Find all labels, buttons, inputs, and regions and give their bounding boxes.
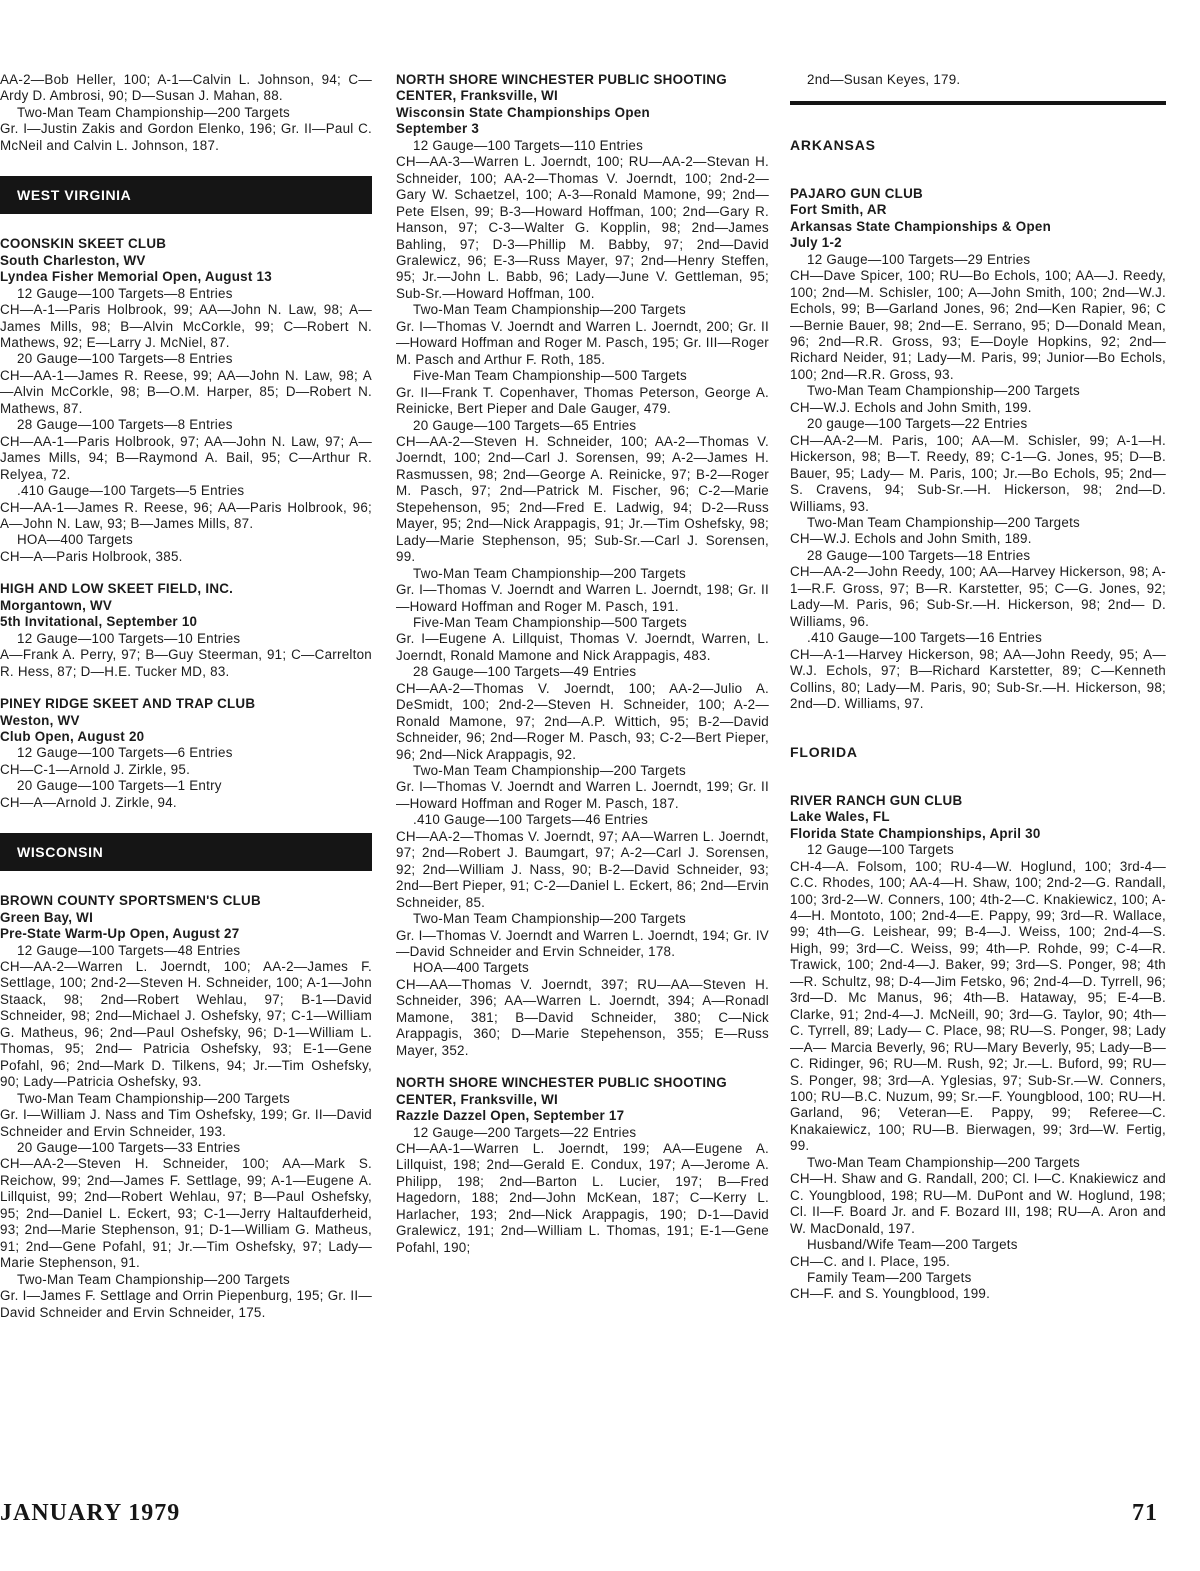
results-text: CH—A—Arnold J. Zirkle, 94. <box>0 794 177 810</box>
results-text: Gr. I—Thomas V. Joerndt and Warren L. Joerndt, 194; Gr. IV—David Schneider and Ervin Schneider, 178. <box>396 927 769 960</box>
event-heading: 12 Gauge—200 Targets—22 Entries <box>413 1124 637 1140</box>
event-heading: 12 Gauge—100 Targets <box>807 842 954 858</box>
results-text: CH—AA-1—James R. Reese, 99; AA—John N. Law, 98; A—Alvin McCorkle, 98; B—O.M. Harper, 85; D—Robert N. Mathews, 87. <box>0 367 372 416</box>
results-text: CH—W.J. Echols and John Smith, 199. <box>790 399 1032 415</box>
event-heading: Two-Man Team Championship—200 Targets <box>413 911 686 927</box>
results-text: CH—A-1—Paris Holbrook, 99; AA—John N. Law, 98; A—James Mills, 98; B—Alvin McCorkle, 99; C—Robert N. Mathews, 92; E—Larry J. McNiel, 87. <box>0 302 372 350</box>
event-heading: Five-Man Team Championship—500 Targets <box>413 368 687 384</box>
results-text: CH—AA-2—Steven H. Schneider, 100; AA—Mark S. Reichow, 99; 2nd—James F. Settlage, 99; A-1—Eugene A. Lillquist, 99; 2nd—Robert Wehlau, 97; B—Paul Oshefsky, 95; 2nd—Daniel L. Eckert, 93; C-1—Jerry Haltaufderheid, 93; 2nd—Marie Stephenson, 91; D-1—William G. Matheus, 91; 2nd—Gene Pofahl, 91; Jr.—Tim Oshefsky, 97; Lady—Marie Stephenson, 91. <box>0 1156 372 1271</box>
event-heading: 20 Gauge—100 Targets—1 Entry <box>17 778 222 794</box>
results-text: CH—A—Paris Holbrook, 385. <box>0 548 183 564</box>
state-banner-wisconsin: WISCONSIN <box>0 833 372 871</box>
column-1 <box>0 72 372 1321</box>
results-text: CH—AA-3—Warren L. Joerndt, 100; RU—AA-2—Stevan H. Schneider, 100; AA-2—Thomas V. Joerndt, 100; 2nd-2—Gary W. Schaetzel, 100; A-3—Ronald Mamone, 99; 2nd—Pete Elsen, 99; B-3—Howard Hoffman, 100; 2nd—Gary R. Hanson, 97; C-3—Walter G. Kopplin, 98; 2nd—James Bahling, 97; D-3—Phillip M. Babby, 97; 2nd—David Gralewicz, 96; E-3—Russ Mayer, 97; 2nd—Henry Steffen, 95; Jr.—John L. Babb, 96; Lady—June V. Gettleman, 95; Sub-Sr.—Howard Hoffman, 100. <box>396 154 769 301</box>
carryover-text: AA-2—Bob Heller, 100; A-1—Calvin L. Johnson, 94; C—Ardy D. Ambrosi, 90; D—Susan J. Mahan, 88. <box>0 72 372 104</box>
results-text: CH—AA-2—Steven H. Schneider, 100; AA-2—Thomas V. Joerndt, 100; 2nd—Carl J. Sorensen, 99; A-2—James H. Rasmussen, 98; 2nd—George A. Reinicke, 97; B-2—Roger M. Pasch, 97; 2nd—Patrick M. Fischer, 96; C-2—Marie Stepehenson, 95; 2nd—Fred E. Ladwig, 94; D-2—Russ Mayer, 95; 2nd—Nick Arappagis, 91; Jr.—Tim Oshefsky, 98; Lady—Marie Stephenson, 95; Sub-Sr.—Carl J. Sorensen, 99. <box>396 433 769 565</box>
event-heading: Two-Man Team Championship—200 Targets <box>413 302 686 318</box>
club-name: NORTH SHORE WINCHESTER PUBLIC SHOOTING CENTER, Franksville, WI <box>396 72 727 104</box>
state-banner-west-virginia: WEST VIRGINIA <box>0 176 372 214</box>
results-text: CH—AA-2—John Reedy, 100; AA—Harvey Hickerson, 98; A-1—R.F. Gross, 97; B—R. Karstetter, 95; C—G. Jones, 92; Lady—M. Paris, 96; Sub-Sr.—H. Hickerson, 98; 2nd— D. Williams, 96. <box>790 564 1166 629</box>
event-heading: 12 Gauge—100 Targets—110 Entries <box>413 137 644 153</box>
event-heading: 20 gauge—100 Targets—22 Entries <box>807 416 1028 432</box>
column-3 <box>790 72 1166 1303</box>
event-title: Wisconsin State Championships Open <box>396 104 650 120</box>
results-text: CH—F. and S. Youngblood, 199. <box>790 1286 991 1302</box>
event-title: Lyndea Fisher Memorial Open, August 13 <box>0 269 272 285</box>
event-title: 5th Invitational, September 10 <box>0 614 198 630</box>
results-text: CH—AA-2—Thomas V. Joerndt, 100; AA-2—Julio A. DeSmidt, 100; 2nd-2—Steven H. Schneider, 100; A-2—Ronald Mamone, 97; 2nd—A.P. Wittich, 95; B-2—David Schneider, 96; 2nd—Roger M. Pasch, 93; C-2—Bert Pieper, 96; 2nd—Nick Arappagis, 92. <box>396 680 769 762</box>
event-heading: HOA—400 Targets <box>17 532 133 548</box>
club-city: Morgantown, WV <box>0 597 113 613</box>
event-heading: Five-Man Team Championship—500 Targets <box>413 614 687 630</box>
club-city: Weston, WV <box>0 712 80 728</box>
results-text: CH—W.J. Echols and John Smith, 189. <box>790 531 1032 547</box>
event-heading: 28 Gauge—100 Targets—18 Entries <box>807 547 1031 563</box>
event-heading: .410 Gauge—100 Targets—16 Entries <box>807 630 1043 646</box>
event-heading: 12 Gauge—100 Targets—8 Entries <box>17 285 233 301</box>
event-heading: Family Team—200 Targets <box>807 1270 972 1285</box>
results-text: Gr. I—James F. Settlage and Orrin Piepenburg, 195; Gr. II—David Schneider and Ervin Schneider, 175. <box>0 1288 372 1320</box>
event-title: Florida State Championships, April 30 <box>790 825 1041 841</box>
club-name: PAJARO GUN CLUB <box>790 185 923 201</box>
results-text: Gr. I—Thomas V. Joerndt and Warren L. Joerndt, 199; Gr. II—Howard Hoffman and Roger M. Pasch, 187. <box>396 779 769 811</box>
issue-date: JANUARY 1979 <box>0 1500 181 1526</box>
results-text: Gr. II—Frank T. Copenhaver, Thomas Peterson, George A. Reinicke, Bert Pieper and Dale Gauger, 479. <box>396 384 769 417</box>
results-text: CH—AA—Thomas V. Joerndt, 397; RU—AA—Steven H. Schneider, 396; AA—Warren L. Joerndt, 394; A—Ronadl Mamone, 381; B—David Schneider, 380; C—Nick Arappagis, 360; D—Marie Stepehenson, 355; E—Russ Mayer, 352. <box>396 976 769 1058</box>
event-title: Club Open, August 20 <box>0 728 145 744</box>
event-heading: 12 Gauge—100 Targets—29 Entries <box>807 251 1031 267</box>
results-text: Gr. I—Justin Zakis and Gordon Elenko, 196; Gr. II—Paul C. McNeil and Calvin L. Johnson, 187. <box>0 121 372 153</box>
club-city: Lake Wales, FL <box>790 809 890 825</box>
results-text: A—Frank A. Perry, 97; B—Guy Steerman, 91; C—Carrelton R. Hess, 87; D—H.E. Tucker MD, 83. <box>0 647 372 679</box>
event-heading: Two-Man Team Championship—200 Targets <box>807 514 1080 530</box>
event-title: Arkansas State Championships & Open <box>790 218 1052 234</box>
state-heading-florida: FLORIDA <box>790 744 858 761</box>
club-name: BROWN COUNTY SPORTSMEN'S CLUB <box>0 893 261 909</box>
event-heading: Two-Man Team Championship—200 Targets <box>807 383 1080 399</box>
carryover-text: 2nd—Susan Keyes, 179. <box>807 72 961 87</box>
event-heading: Two-Man Team Championship—200 Targets <box>17 104 290 120</box>
event-heading: HOA—400 Targets <box>413 960 529 976</box>
event-heading: 12 Gauge—100 Targets—10 Entries <box>17 630 241 646</box>
results-text: CH—AA-1—Paris Holbrook, 97; AA—John N. Law, 97; A—James Mills, 94; B—Raymond A. Bail, 95; C—Arthur R. Relyea, 72. <box>0 433 372 482</box>
event-title: Razzle Dazzel Open, September 17 <box>396 1108 625 1124</box>
event-heading: Two-Man Team Championship—200 Targets <box>413 565 686 581</box>
results-text: CH—AA-1—James R. Reese, 96; AA—Paris Holbrook, 96; A—John N. Law, 93; B—James Mills, 87. <box>0 499 372 531</box>
event-heading: 20 Gauge—100 Targets—8 Entries <box>17 351 233 367</box>
state-heading-arkansas: ARKANSAS <box>790 137 876 154</box>
event-heading: Two-Man Team Championship—200 Targets <box>413 763 686 779</box>
club-name: HIGH AND LOW SKEET FIELD, INC. <box>0 581 234 597</box>
results-text: CH—AA-2—M. Paris, 100; AA—M. Schisler, 99; A-1—H. Hickerson, 98; B—T. Reedy, 89; C-1—G. Jones, 95; D—B. Bauer, 95; Lady— M. Paris, 100; Jr.—Bo Echols, 95; 2nd—S. Cravens, 94; Sub-Sr.—H. Hickerson, 98; 2nd—D. Williams, 93. <box>790 432 1166 514</box>
event-title: Pre-State Warm-Up Open, August 27 <box>0 926 240 942</box>
event-heading: 12 Gauge—100 Targets—48 Entries <box>17 942 241 958</box>
event-heading: Two-Man Team Championship—200 Targets <box>17 1090 290 1106</box>
results-text: CH—C. and I. Place, 195. <box>790 1253 951 1269</box>
results-text: Gr. I—Thomas V. Joerndt and Warren L. Joerndt, 198; Gr. II—Howard Hoffman and Roger M. Pasch, 191. <box>396 582 769 614</box>
results-text: CH—H. Shaw and G. Randall, 200; Cl. I—C. Knakiewicz and C. Youngblood, 198; RU—M. DuPont and W. Hoglund, 198; Cl. II—F. Board Jr. and F. Bozard III, 198; RU—A. Aron and W. MacDonald, 197. <box>790 1171 1166 1236</box>
club-name: COONSKIN SKEET CLUB <box>0 236 167 252</box>
event-heading: 20 Gauge—100 Targets—65 Entries <box>413 417 637 433</box>
results-text: CH—AA-1—Warren L. Joerndt, 199; AA—Eugene A. Lillquist, 198; 2nd—Gerald E. Condux, 197; A—Jerome A. Philipp, 198; 2nd—Barton L. Lucier, 197; B—Fred Hagedorn, 188; 2nd—John McKean, 187; C—Kerry L. Harlacher, 193; 2nd—Nick Arappagis, 190; D-1—David Gralewicz, 191; 2nd—William L. Thomas, 191; E-1—Gene Pofahl, 190; <box>396 1141 769 1255</box>
club-name: RIVER RANCH GUN CLUB <box>790 792 963 808</box>
results-text: CH-4—A. Folsom, 100; RU-4—W. Hoglund, 100; 3rd-4—C.C. Rhodes, 100; AA-4—H. Shaw, 100; 2nd-2—G. Randall, 100; 3rd-2—W. Conners, 100; 4th-2—C. Knakiewicz, 100; A-4—H. Montoto, 100; 2nd-4—E. Pappy, 99; 3rd—R. Wallace, 99; 4th—G. Leishear, 99; B-4—J. Weiss, 100; 2nd-4—S. High, 99; 3rd—C. Weiss, 99; 4th—P. Rohde, 99; C-4—R. Trawick, 100; 2nd-4—J. Baker, 99; 3rd—S. Ponger, 98; 4th—R. Schultz, 98; D-4—Jim Fetsko, 96; 2nd-4—D. Tyrrell, 96; 3rd—D. Mc Manus, 96; 4th—B. Hataway, 95; E-4—B. Clarke, 91; 2nd-4—J. McNeill, 90; 3rd—G. Taylor, 90; 4th—C. Tyrrell, 89; Lady— C. Place, 98; RU—S. Ponger, 98; Lady—A— Marcia Beverly, 96; RU—Mary Beverly, 95; Lady—B—C. Ridinger, 96; RU—M. Rush, 92; Jr.—L. Buford, 99; RU—S. Ponger, 98; 3rd—A. Yglesias, 97; Sub-Sr.—W. Conners, 100; RU—B.C. Nuzum, 99; Sr.—F. Youngblood, 100; RU—H. Garland, 96; Veteran—E. Pappy, 99; Referee—C. Knakaiewicz, 100; RU—B. Bierwagen, 99; 3rd—W. Fertig, 99. <box>790 858 1166 1154</box>
event-heading: 20 Gauge—100 Targets—33 Entries <box>17 1140 241 1156</box>
results-text: Gr. I—William J. Nass and Tim Oshefsky, 199; Gr. II—David Schneider and Ervin Schneider, 193. <box>0 1107 372 1139</box>
results-text: Gr. I—Eugene A. Lillquist, Thomas V. Joerndt, Warren, L. Joerndt, Ronald Mamone and Nick Arappagis, 483. <box>396 631 769 663</box>
results-text: CH—AA-2—Thomas V. Joerndt, 97; AA—Warren L. Joerndt, 97; 2nd—Robert J. Baumgart, 97; A-2—Carl J. Sorensen, 92; 2nd—William J. Nass, 90; B-2—David Schneider, 93; 2nd—Bert Pieper, 91; C-2—Daniel L. Eckert, 86; 2nd—Ervin Schneider, 85. <box>396 828 769 910</box>
event-date: September 3 <box>396 121 480 137</box>
event-date: July 1-2 <box>790 235 842 251</box>
results-text: CH—A-1—Harvey Hickerson, 98; AA—John Reedy, 95; A—W.J. Echols, 97; B—Richard Karstetter, 89; C—Kenneth Collins, 80; Lady—M. Paris, 90; Sub-Sr.—H. Hickerson, 98; 2nd—D. Williams, 97. <box>790 646 1166 711</box>
event-heading: 12 Gauge—100 Targets—6 Entries <box>17 745 233 761</box>
results-text: CH—C-1—Arnold J. Zirkle, 95. <box>0 761 191 777</box>
club-name: NORTH SHORE WINCHESTER PUBLIC SHOOTING CENTER, Franksville, WI <box>396 1075 727 1107</box>
results-text: Gr. I—Thomas V. Joerndt and Warren L. Joerndt, 200; Gr. II—Howard Hoffman and Roger M. Pasch, 195; Gr. III—Roger M. Pasch and Arthur F. Roth, 185. <box>396 318 769 367</box>
event-heading: Two-Man Team Championship—200 Targets <box>17 1271 290 1287</box>
column-2 <box>396 72 769 1256</box>
event-heading: .410 Gauge—100 Targets—46 Entries <box>413 812 649 828</box>
club-city: South Charleston, WV <box>0 252 146 268</box>
event-heading: Husband/Wife Team—200 Targets <box>807 1237 1018 1253</box>
club-name: PINEY RIDGE SKEET AND TRAP CLUB <box>0 696 256 712</box>
event-heading: 28 Gauge—100 Targets—49 Entries <box>413 664 637 680</box>
event-heading: Two-Man Team Championship—200 Targets <box>807 1154 1080 1170</box>
club-city: Fort Smith, AR <box>790 202 887 218</box>
club-city: Green Bay, WI <box>0 909 94 925</box>
event-heading: .410 Gauge—100 Targets—5 Entries <box>17 483 245 499</box>
event-heading: 28 Gauge—100 Targets—8 Entries <box>17 417 233 433</box>
page-number: 71 <box>1132 1500 1158 1526</box>
results-text: CH—Dave Spicer, 100; RU—Bo Echols, 100; AA—J. Reedy, 100; 2nd—M. Schisler, 100; A—John Smith, 100; 2nd—W.J. Echols, 99; B—Garland Jones, 96; 2nd—Ken Rapier, 96; C—Bernie Bauer, 98; 2nd—E. Serrano, 95; D—Donald Mean, 96; 2nd—R.R. Gross, 93; E—Doyle Hopkins, 92; 2nd—Richard Neider, 91; Lady—M. Paris, 99; Junior—Bo Echols, 100; 2nd—R.R. Gross, 93. <box>790 268 1166 382</box>
results-text: CH—AA-2—Warren L. Joerndt, 100; AA-2—James F. Settlage, 100; 2nd-2—Steven H. Schneider, 100; A-1—John Staack, 98; 2nd—Robert Wehlau, 97; B-1—David Schneider, 98; 2nd—Michael J. Oshefsky, 97; C-1—William G. Matheus, 96; 2nd—Paul Oshefsky, 96; D-1—William L. Thomas, 95; 2nd— Patricia Oshefsky, 93; E-1—Gene Pofahl, 96; 2nd—Mark D. Tilkens, 94; Jr.—Tim Oshefsky, 90; Lady—Patricia Oshefsky, 93. <box>0 959 372 1090</box>
